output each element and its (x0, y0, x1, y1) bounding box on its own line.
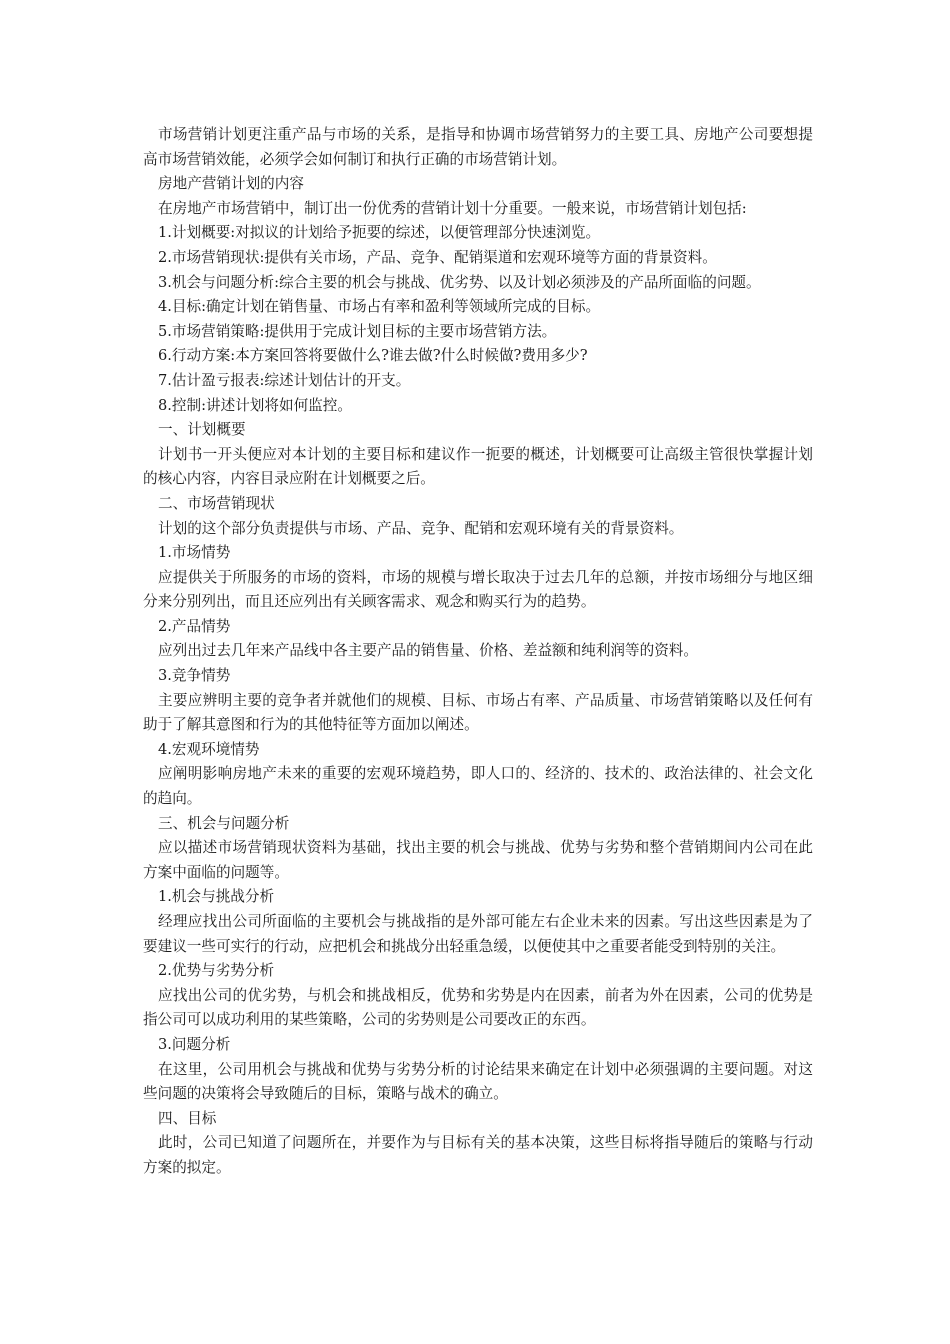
subsection-heading: 2.优势与劣势分析 (158, 962, 275, 980)
section-heading: 房地产营销计划的内容 (158, 175, 304, 193)
paragraph: 经理应找出公司所面临的主要机会与挑战指的是外部可能左右企业未来的因素。写出这些因素是为了要建议一些可实行的行动，应把机会和挑战分出轻重急缓，以便使其中之重要者能受到特别的关注。 (143, 913, 813, 955)
paragraph: 应列出过去几年来产品线中各主要产品的销售量、价格、差益额和纯利润等的资料。 (158, 642, 698, 660)
section-heading: 一、计划概要 (158, 421, 246, 439)
paragraph: 应以描述市场营销现状资料为基础，找出主要的机会与挑战、优势与劣势和整个营销期间内公司在此方案中面临的问题等。 (143, 839, 813, 881)
paragraph: 此时，公司已知道了问题所在，并要作为与目标有关的基本决策，这些目标将指导随后的策略与行动方案的拟定。 (143, 1134, 813, 1176)
intro-paragraph: 市场营销计划更注重产品与市场的关系，是指导和协调市场营销努力的主要工具、房地产公司要想提高市场营销效能，必须学会如何制订和执行正确的市场营销计划。 (143, 126, 813, 168)
paragraph: 应提供关于所服务的市场的资料，市场的规模与增长取决于过去几年的总额，并按市场细分与地区细分来分别列出，而且还应列出有关顾客需求、观念和购买行为的趋势。 (143, 568, 813, 611)
document-body (143, 123, 813, 1181)
subsection-heading: 1.市场情势 (158, 544, 231, 562)
list-item: 4.目标:确定计划在销售量、市场占有率和盈利等领域所完成的目标。 (158, 298, 601, 316)
paragraph: 计划的这个部分负责提供与市场、产品、竞争、配销和宏观环境有关的背景资料。 (158, 519, 684, 537)
paragraph: 主要应辨明主要的竞争者并就他们的规模、目标、市场占有率、产品质量、市场营销策略以及任何有助于了解其意图和行为的其他特征等方面加以阐述。 (143, 691, 813, 734)
list-item: 2.市场营销现状:提供有关市场，产品、竞争、配销渠道和宏观环境等方面的背景资料。 (158, 248, 717, 266)
section-heading: 三、机会与问题分析 (158, 814, 290, 832)
subsection-heading: 3.竞争情势 (158, 667, 231, 685)
paragraph: 在房地产市场营销中，制订出一份优秀的营销计划十分重要。一般来说，市场营销计划包括: (158, 199, 747, 217)
list-item: 7.估计盈亏报表:综述计划估计的开支。 (158, 371, 411, 389)
subsection-heading: 4.宏观环境情势 (158, 740, 260, 758)
list-item: 6.行动方案:本方案回答将要做什么?谁去做?什么时候做?费用多少? (158, 347, 588, 365)
paragraph: 计划书一开头便应对本计划的主要目标和建议作一扼要的概述，计划概要可让高级主管很快掌握计划的核心内容，内容目录应附在计划概要之后。 (143, 445, 813, 488)
section-heading: 二、市场营销现状 (158, 494, 275, 512)
list-item: 5.市场营销策略:提供用于完成计划目标的主要市场营销方法。 (158, 322, 557, 340)
section-heading: 四、目标 (158, 1109, 217, 1127)
paragraph: 应阐明影响房地产未来的重要的宏观环境趋势，即人口的、经济的、技术的、政治法律的、社会文化的趋向。 (143, 765, 813, 808)
paragraph: 在这里，公司用机会与挑战和优势与劣势分析的讨论结果来确定在计划中必须强调的主要问题。对这些问题的决策将会导致随后的目标，策略与战术的确立。 (143, 1060, 813, 1103)
subsection-heading: 2.产品情势 (158, 617, 231, 635)
subsection-heading: 1.机会与挑战分析 (158, 888, 275, 906)
list-item: 1.计划概要:对拟议的计划给予扼要的综述，以便管理部分快速浏览。 (158, 224, 601, 242)
list-item: 3.机会与问题分析:综合主要的机会与挑战、优劣势、以及计划必须涉及的产品所面临的问题。 (158, 273, 761, 291)
paragraph: 应找出公司的优劣势，与机会和挑战相反，优势和劣势是内在因素，前者为外在因素，公司的优势是指公司可以成功利用的某些策略，公司的劣势则是公司要改正的东西。 (143, 986, 813, 1029)
list-item: 8.控制:讲述计划将如何监控。 (158, 396, 352, 414)
subsection-heading: 3.问题分析 (158, 1035, 231, 1053)
